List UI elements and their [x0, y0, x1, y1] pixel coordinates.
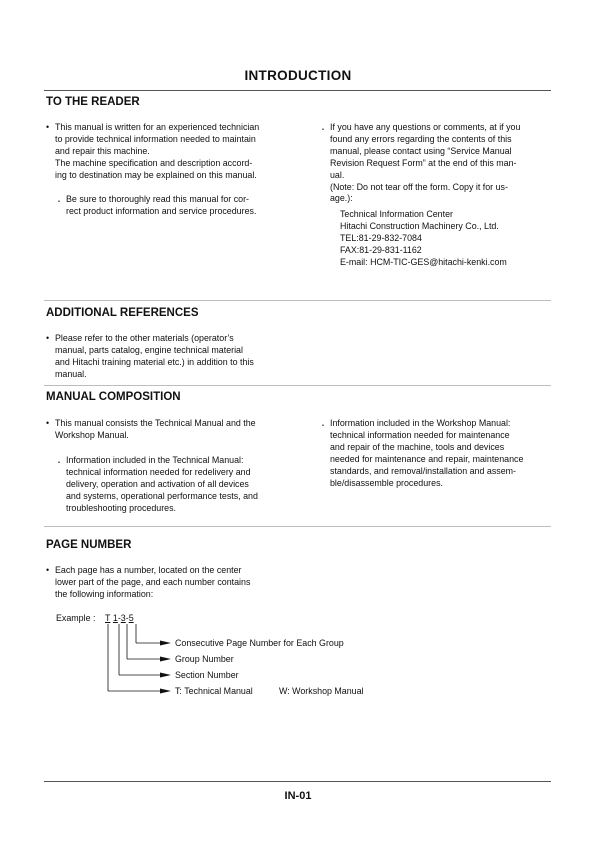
page-number-paragraph: Each page has a number, located on the center lower part of the page, and each number contains the following information: [55, 565, 251, 599]
contact-company: Hitachi Construction Machinery Co., Ltd. [340, 221, 499, 231]
technical-manual-label: T: Technical Manual [175, 686, 253, 696]
reader-intro-paragraph: This manual is written for an experienced technician to provide technical information needed to maintain and repair this machine. The machine specification and description accord- ing to destination may be explained on this manual. [55, 122, 260, 180]
example-page-code: T 1-3-5 [105, 613, 134, 623]
bullet-icon: • [46, 565, 50, 575]
dot-icon: ・ [319, 125, 327, 134]
section-heading-to-the-reader: TO THE READER [46, 96, 140, 108]
contact-fax: FAX:81-29-831-1162 [340, 245, 422, 255]
group-number-label: Group Number [175, 654, 234, 664]
composition-paragraph: This manual consists the Technical Manual and the Workshop Manual. [55, 418, 256, 440]
technical-manual-info: Information included in the Technical Manual: technical information needed for redelivery and delivery, operation and activation of all devices and systems, operational performance tests, and troubleshooting procedures. [66, 455, 258, 513]
footer-rule [44, 781, 551, 782]
bullet-icon: • [46, 122, 50, 132]
reader-read-note: Be sure to thoroughly read this manual for cor- rect product information and service procedures. [66, 194, 257, 216]
workshop-manual-label: W: Workshop Manual [279, 686, 364, 696]
bullet-icon: • [46, 333, 50, 343]
section-heading-page-number: PAGE NUMBER [46, 539, 132, 551]
section-heading-manual-composition: MANUAL COMPOSITION [46, 391, 181, 403]
workshop-manual-info: Information included in the Workshop Manual: technical information needed for maintenance and repair of the machine, tools and devices needed for maintenance and repair, maintenance standards, and removal/installation and assem- ble/disassemble procedures. [330, 418, 524, 488]
dot-icon: ・ [55, 197, 63, 206]
arrowhead-icon [160, 641, 171, 646]
page-title: INTRODUCTION [244, 68, 352, 83]
section-heading-additional-references: ADDITIONAL REFERENCES [46, 307, 199, 319]
arrowhead-icon [160, 673, 171, 678]
reader-contact-paragraph: If you have any questions or comments, at if you found any errors regarding the contents of this manual, please contact using “Service Manual Revision Request Form” at the end of this man- ual. (Note: Do not tear off the form. Copy it for us- age.): [330, 122, 521, 204]
example-label: Example : [56, 613, 96, 623]
bullet-icon: • [46, 418, 50, 428]
dot-icon: ・ [55, 458, 63, 467]
arrowhead-icon [160, 689, 171, 694]
dot-icon: ・ [319, 421, 327, 430]
contact-email: E-mail: HCM-TIC-GES@hitachi-kenki.com [340, 257, 507, 267]
section-number-label: Section Number [175, 670, 239, 680]
contact-center: Technical Information Center [340, 209, 453, 219]
arrowhead-icon [160, 657, 171, 662]
additional-references-paragraph: Please refer to the other materials (operator’s manual, parts catalog, engine technical material and Hitachi training material etc.) in addition to this manual. [55, 333, 254, 379]
contact-tel: TEL:81-29-832-7084 [340, 233, 422, 243]
consecutive-page-label: Consecutive Page Number for Each Group [175, 638, 344, 648]
page-number-footer: IN-01 [284, 790, 312, 802]
